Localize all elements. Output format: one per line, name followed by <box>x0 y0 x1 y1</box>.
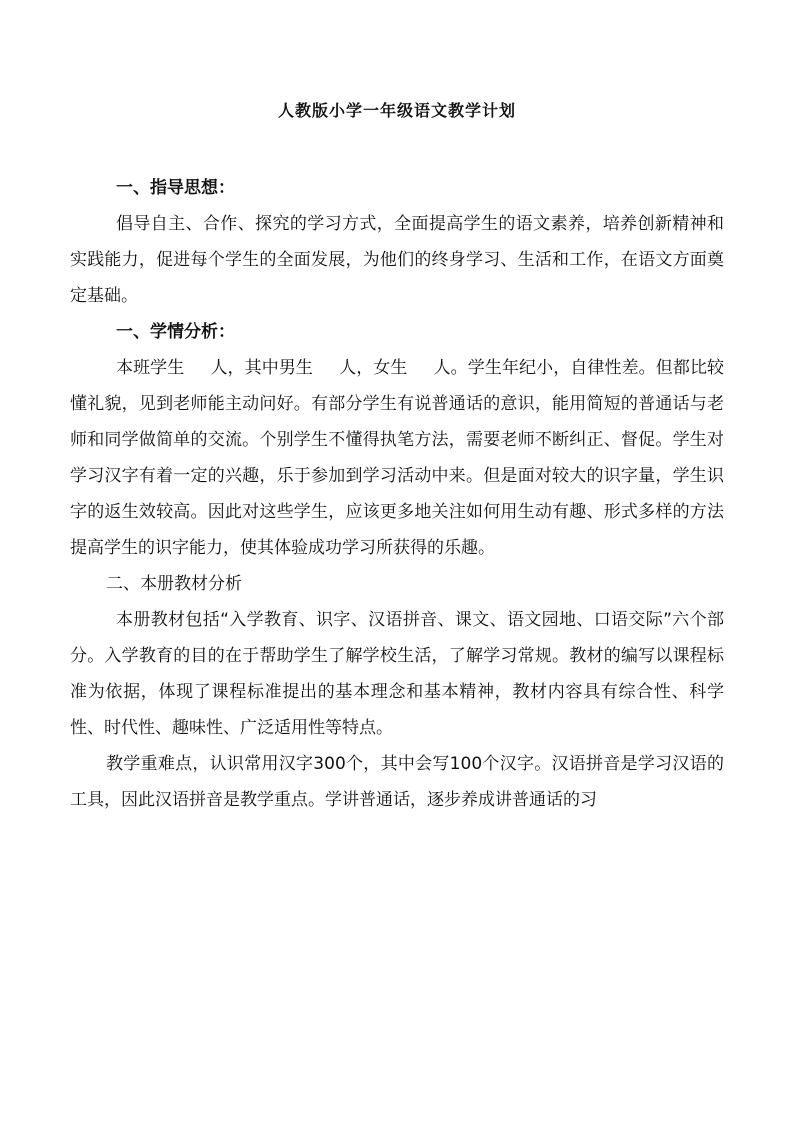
text-fragment: 人，其中男生 <box>210 358 314 378</box>
section-heading-textbook-analysis: 二、本册教材分析 <box>106 574 242 594</box>
document-body <box>70 170 724 818</box>
paragraph-guiding-ideology: 倡导自主、合作、探究的学习方式，全面提高学生的语文素养，培养创新精神和实践能力，促进每个学生的全面发展，为他们的终身学习、生活和工作，在语文方面奠定基础。 <box>70 214 724 306</box>
text-fragment: 人。学生年纪小，自律性差。但都比较懂礼貌，见到老师能主动问好。有部分学生有说普通话的意识，能用简短的普通话与老师和同学做简单的交流。个别学生不懂得执笔方法，需要老师不断纠正、督促。学生对学习汉字有着一定的兴趣，乐于参加到学习活动中来。但是面对较大的识字量，学生识字的返生效较高。因此对这些学生，应该更多地关注如何用生动有趣、形式多样的方法提高学生的识字能力，使其体验成功学习所获得的乐趣。 <box>70 358 725 558</box>
paragraph-key-difficulties: 教学重难点，认识常用汉字300个，其中会写100个汉字。汉语拼音是学习汉语的工具，因此汉语拼音是教学重点。学讲普通话，逐步养成讲普通话的习 <box>70 754 724 810</box>
paragraph-student-analysis <box>70 350 724 566</box>
text-fragment: 人，女生 <box>339 358 408 378</box>
section-heading-guiding-ideology: 一、指导思想： <box>116 178 235 198</box>
text-fragment: 本班学生 <box>116 358 185 378</box>
section-heading-student-analysis: 一、学情分析： <box>116 322 235 342</box>
document-title: 人教版小学一年级语文教学计划 <box>277 101 516 120</box>
paragraph-textbook-analysis: 本册教材包括“入学教育、识字、汉语拼音、课文、语文园地、口语交际”六个部分。入学教育的目的在于帮助学生了解学校生活，了解学习常规。教材的编写以课程标准为依据，体现了课程标准提出的基本理念和基本精神，教材内容具有综合性、科学性、时代性、趣味性、广泛适用性等特点。 <box>70 610 724 738</box>
